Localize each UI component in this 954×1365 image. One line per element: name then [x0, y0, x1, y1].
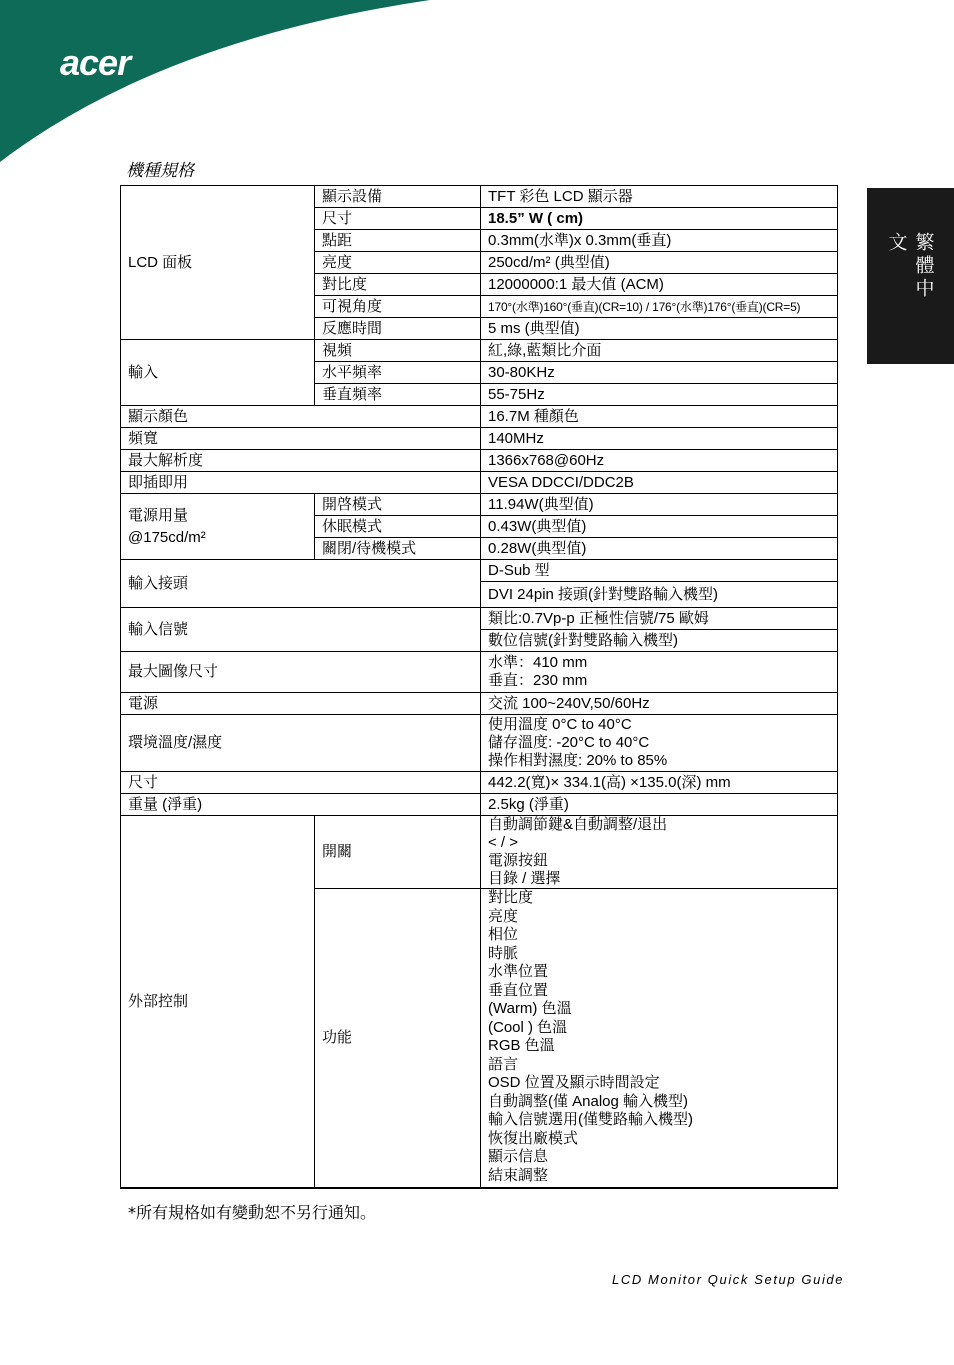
spec-value: 442.2(寬)× 334.1(高) ×135.0(深) mm: [481, 772, 838, 794]
spec-value: 對比度 亮度 相位 時脈 水準位置 垂直位置 (Warm) 色溫 (Cool ) 色溫 RGB 色溫 語言 OSD 位置及顯示時間設定 自動調整(僅 Analog 輸入機型) 輸入信號選用(僅雙路輸入機型) 恢復出廠模式 顯示信息 結束調整: [481, 889, 838, 1189]
spec-key: 休眠模式: [315, 516, 481, 538]
spec-key: 關閉/待機模式: [315, 538, 481, 560]
spec-key: 顯示設備: [315, 186, 481, 208]
spec-group-label: [121, 494, 315, 560]
spec-value: 30-80KHz: [481, 362, 838, 384]
spec-key: 電源: [121, 693, 481, 715]
spec-value: 紅,綠,藍類比介面: [481, 340, 838, 362]
spec-key: 最大解析度: [121, 450, 481, 472]
spec-key: 尺寸: [315, 208, 481, 230]
spec-key: 視頻: [315, 340, 481, 362]
spec-value: 11.94W(典型值): [481, 494, 838, 516]
spec-key: 反應時間: [315, 318, 481, 340]
spec-value: 250cd/m² (典型值): [481, 252, 838, 274]
spec-key: 最大圖像尺寸: [121, 652, 481, 693]
spec-value: 自動調節鍵&自動調整/退出 < / > 電源按鈕 目錄 / 選擇: [481, 816, 838, 889]
language-tab: [867, 188, 954, 364]
spec-key: 輸入信號: [121, 608, 481, 652]
spec-value: 140MHz: [481, 428, 838, 450]
spec-key: 水平頻率: [315, 362, 481, 384]
spec-key: 輸入接頭: [121, 560, 481, 608]
page-title: 機種規格: [126, 161, 194, 181]
footer-guide-title: LCD Monitor Quick Setup Guide: [612, 1272, 845, 1287]
spec-key: 點距: [315, 230, 481, 252]
spec-value: 0.3mm(水準)x 0.3mm(垂直): [481, 230, 838, 252]
spec-table: [120, 185, 838, 1189]
spec-value: 0.28W(典型值): [481, 538, 838, 560]
spec-value: 18.5” W ( cm): [481, 208, 838, 230]
spec-group-label: 輸入: [121, 340, 315, 406]
footnote: *所有規格如有變動恕不另行通知。: [128, 1203, 377, 1222]
power-label-line1: 電源用量: [128, 506, 189, 524]
spec-value: 數位信號(針對雙路輸入機型): [481, 630, 838, 652]
spec-value: 水準：410 mm 垂直：230 mm: [481, 652, 838, 693]
power-label-line2: @175cd/m²: [128, 528, 206, 546]
spec-key: 顯示顏色: [121, 406, 481, 428]
spec-key: 開啓模式: [315, 494, 481, 516]
spec-value: TFT 彩色 LCD 顯示器: [481, 186, 838, 208]
spec-value: 12000000:1 最大值 (ACM): [481, 274, 838, 296]
spec-group-label: LCD 面板: [121, 186, 315, 340]
spec-value: 2.5kg (淨重): [481, 794, 838, 816]
spec-value: DVI 24pin 接頭(針對雙路輸入機型): [481, 582, 838, 608]
spec-key: 尺寸: [121, 772, 481, 794]
header-banner: [0, 0, 954, 170]
spec-value: 交流 100~240V,50/60Hz: [481, 693, 838, 715]
spec-key: 可視角度: [315, 296, 481, 318]
spec-key: 功能: [315, 889, 481, 1189]
spec-key: 頻寬: [121, 428, 481, 450]
spec-key: 環境溫度/濕度: [121, 715, 481, 772]
spec-key: 對比度: [315, 274, 481, 296]
spec-value: 使用溫度 0°C to 40°C 儲存溫度: -20°C to 40°C 操作相對濕度: 20% to 85%: [481, 715, 838, 772]
spec-value: 55-75Hz: [481, 384, 838, 406]
spec-key: 重量 (淨重): [121, 794, 481, 816]
spec-value: 0.43W(典型值): [481, 516, 838, 538]
spec-key: 即插即用: [121, 472, 481, 494]
spec-value: 170°(水準)160°(垂直)(CR=10) / 176°(水準)176°(垂直)(CR=5): [481, 296, 838, 318]
spec-key: 垂直頻率: [315, 384, 481, 406]
acer-logo: acer: [60, 42, 131, 83]
spec-value: VESA DDCCI/DDC2B: [481, 472, 838, 494]
spec-value: 1366x768@60Hz: [481, 450, 838, 472]
spec-key: 亮度: [315, 252, 481, 274]
spec-value: 5 ms (典型值): [481, 318, 838, 340]
spec-value: D-Sub 型: [481, 560, 838, 582]
spec-group-label: 外部控制: [121, 816, 315, 1189]
spec-value: 16.7M 種顏色: [481, 406, 838, 428]
spec-key: 開關: [315, 816, 481, 889]
language-tab-label: 繁體中文: [885, 232, 935, 301]
spec-value: 類比:0.7Vp-p 正極性信號/75 歐姆: [481, 608, 838, 630]
